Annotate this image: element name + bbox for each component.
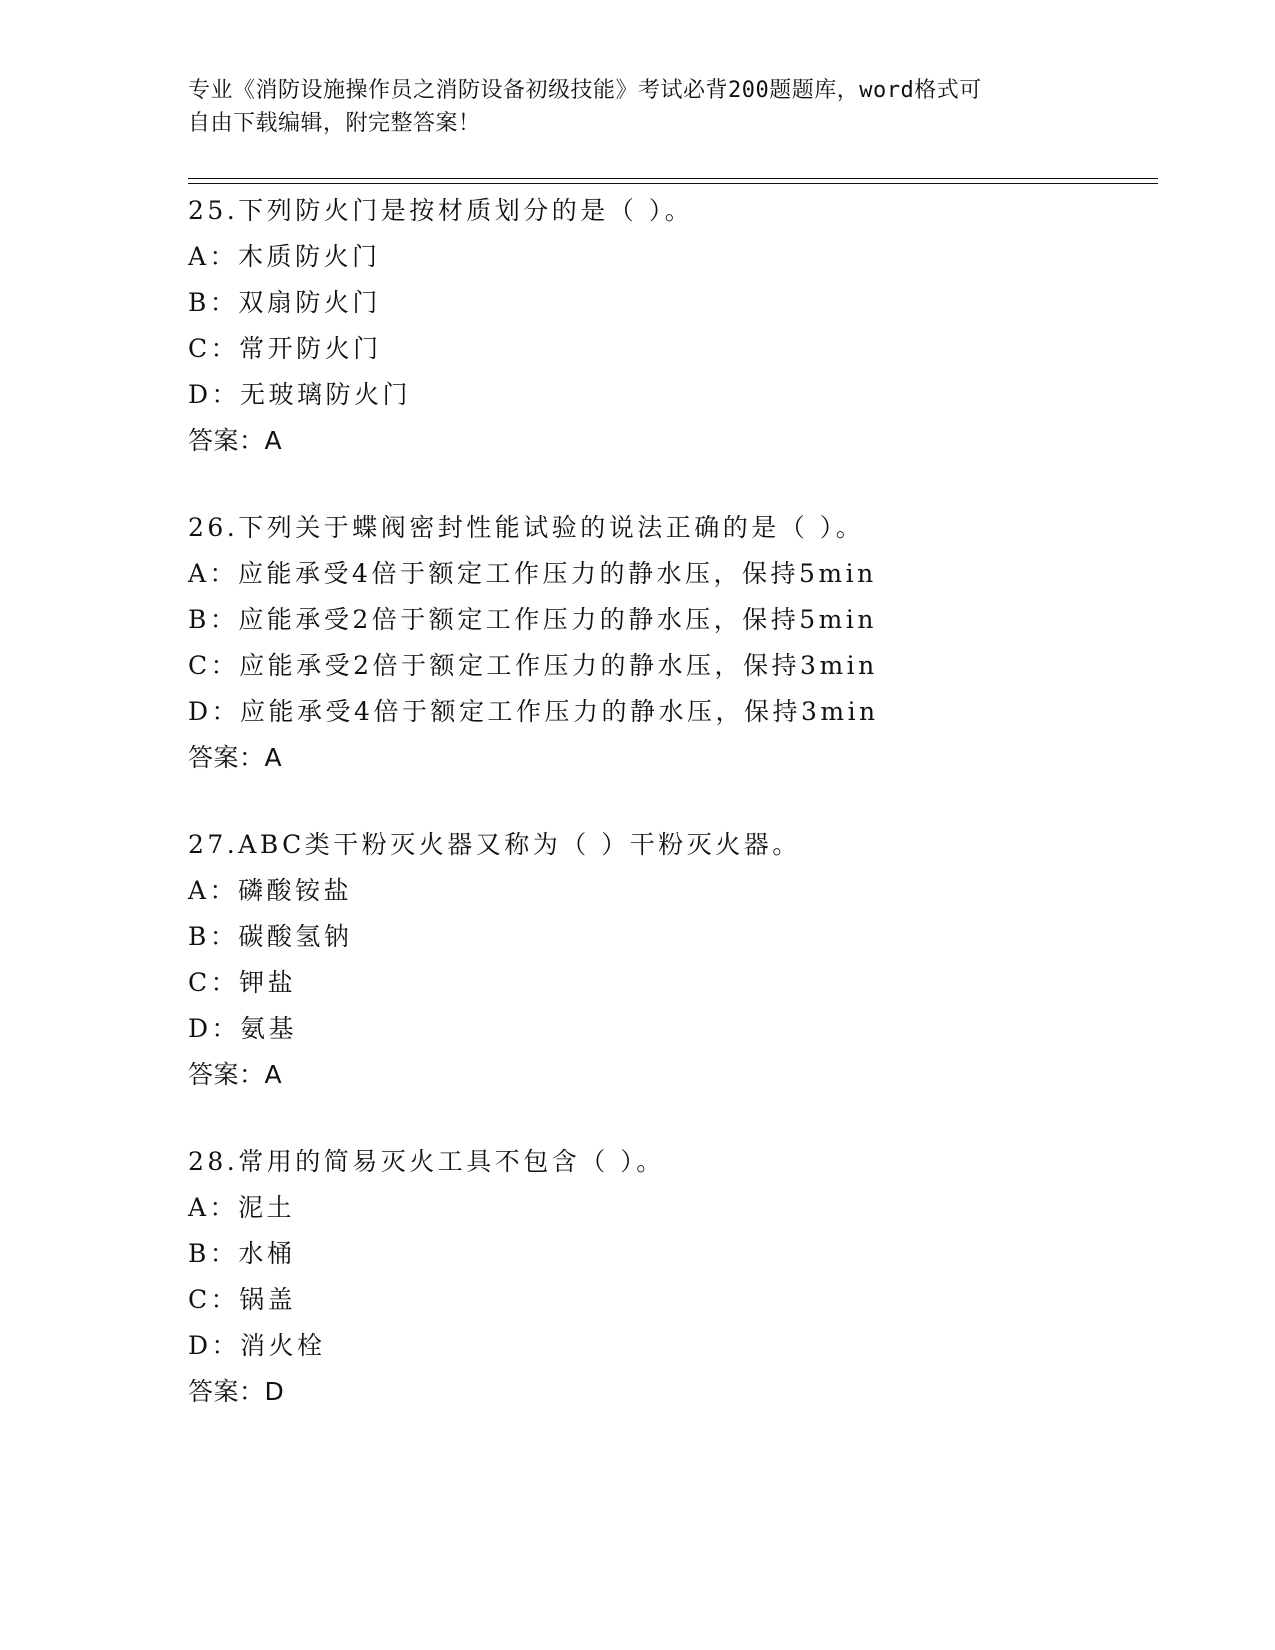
question-27 (188, 822, 1158, 1098)
answer-line: 答案：D (188, 1377, 285, 1406)
document-header (188, 74, 1068, 140)
option-b: B：碳酸氢钠 (188, 922, 353, 951)
option-c: C：应能承受2倍于额定工作压力的静水压，保持3min (188, 651, 878, 680)
option-a: A：木质防火门 (188, 242, 381, 271)
question-stem: 25.下列防火门是按材质划分的是（ ）。 (188, 196, 694, 225)
option-d: D：消火栓 (188, 1331, 326, 1360)
option-d: D：应能承受4倍于额定工作压力的静水压，保持3min (188, 697, 879, 726)
option-a: A：应能承受4倍于额定工作压力的静水压，保持5min (188, 559, 877, 588)
header-line-2: 自由下载编辑，附完整答案！ (188, 111, 481, 136)
question-25 (188, 188, 1158, 464)
answer-line: 答案：A (188, 743, 283, 772)
option-c: C：钾盐 (188, 968, 297, 997)
option-b: B：应能承受2倍于额定工作压力的静水压，保持5min (188, 605, 877, 634)
option-b: B：水桶 (188, 1239, 296, 1268)
option-c: C：锅盖 (188, 1285, 297, 1314)
option-a: A：泥土 (188, 1193, 296, 1222)
header-line-1: 专业《消防设施操作员之消防设备初级技能》考试必背200题题库，word格式可 (188, 78, 982, 103)
answer-line: 答案：A (188, 1060, 283, 1089)
header-divider (188, 178, 1158, 184)
question-28 (188, 1139, 1158, 1415)
question-26 (188, 505, 1158, 781)
question-stem: 28.常用的简易灭火工具不包含（ ）。 (188, 1147, 665, 1176)
option-c: C：常开防火门 (188, 334, 382, 363)
option-d: D：无玻璃防火门 (188, 380, 412, 409)
option-d: D：氨基 (188, 1014, 298, 1043)
question-list (188, 188, 1158, 1456)
answer-line: 答案：A (188, 426, 283, 455)
question-stem: 26.下列关于蝶阀密封性能试验的说法正确的是（ ）。 (188, 513, 865, 542)
option-b: B：双扇防火门 (188, 288, 381, 317)
question-stem: 27.ABC类干粉灭火器又称为（ ）干粉灭火器。 (188, 830, 801, 859)
option-a: A：磷酸铵盐 (188, 876, 353, 905)
